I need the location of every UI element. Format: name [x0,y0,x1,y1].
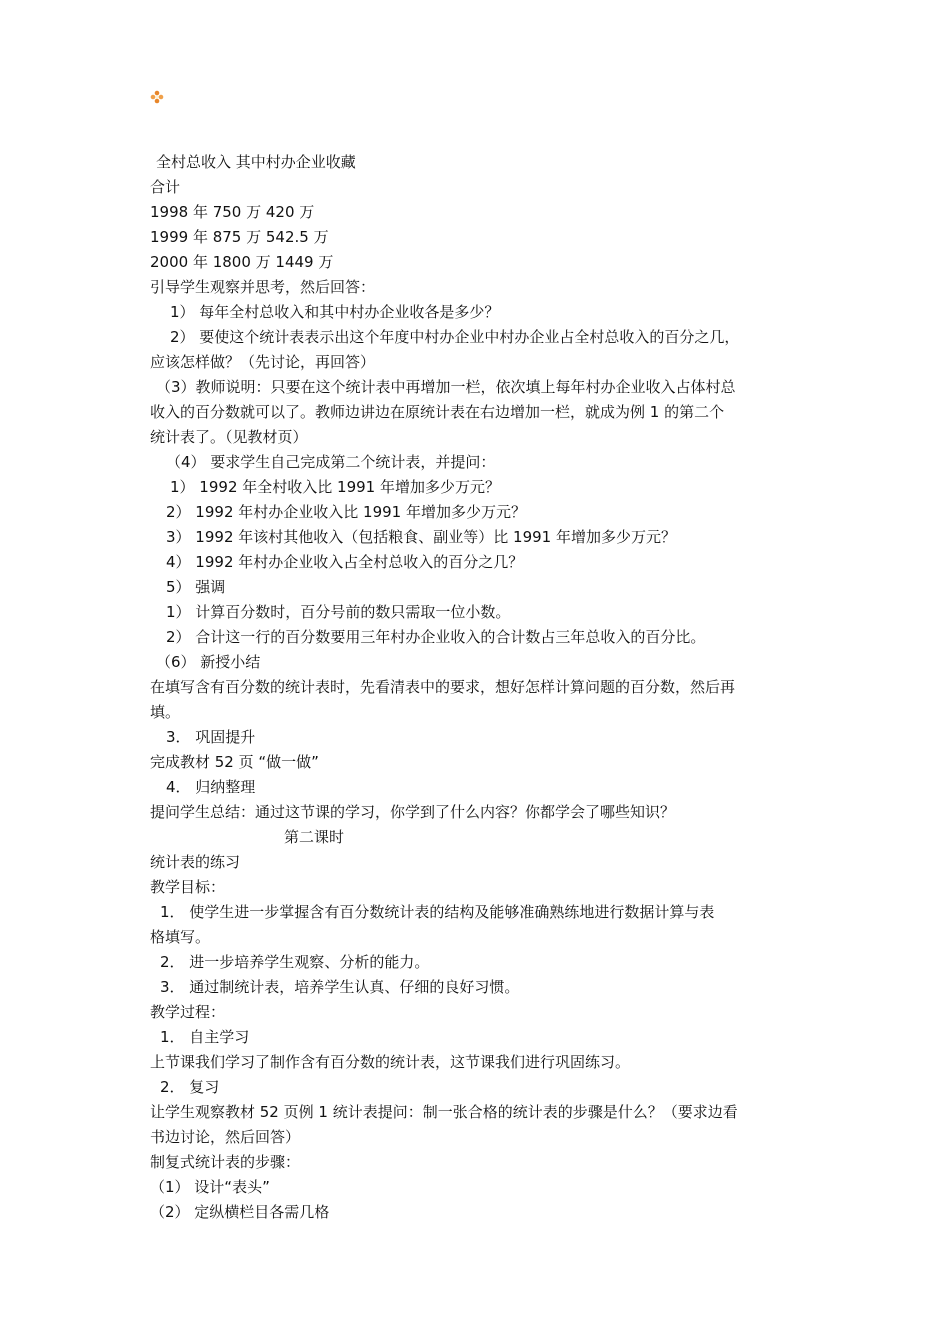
decorative-logo-icon [150,90,164,104]
text-line: 填。 [150,703,181,721]
text-line: 2） 1992 年村办企业收入比 1991 年增加多少万元？ [166,503,526,521]
text-line: 1998 年 750 万 420 万 [150,203,315,221]
text-line: 4． 归纳整理 [166,778,256,796]
text-line: 制复式统计表的步骤： [150,1153,301,1171]
text-line: 3． 通过制统计表，培养学生认真、仔细的良好习惯。 [160,978,520,996]
text-line: （4） 要求学生自己完成第二个统计表，并提问： [166,453,496,471]
text-line: 1． 自主学习 [160,1028,250,1046]
text-line: 1） 1992 年全村收入比 1991 年增加多少万元？ [170,478,500,496]
text-line: 应该怎样做？（先讨论，再回答） [150,353,376,371]
text-line: 书边讨论，然后回答） [150,1128,301,1146]
text-line: 完成教材 52 页 “做一做” [150,753,319,771]
text-line: 1） 计算百分数时，百分号前的数只需取一位小数。 [166,603,511,621]
document-body [150,150,810,1225]
text-line: 1999 年 875 万 542.5 万 [150,228,329,246]
text-line: 在填写含有百分数的统计表时，先看清表中的要求，想好怎样计算问题的百分数，然后再 [150,678,736,696]
text-line: 2） 合计这一行的百分数要用三年村办企业收入的合计数占三年总收入的百分比。 [166,628,706,646]
text-line: 2． 复习 [160,1078,220,1096]
text-line: 4） 1992 年村办企业收入占全村总收入的百分之几？ [166,553,524,571]
text-line: 让学生观察教材 52 页例 1 统计表提问：制一张合格的统计表的步骤是什么？（要求边看 [150,1103,738,1121]
text-line: 3． 巩固提升 [166,728,256,746]
text-line: 统计表了。（见教材页） [150,428,308,446]
text-line: （3）教师说明：只要在这个统计表中再增加一栏，依次填上每年村办企业收入占体村总 [156,378,736,396]
text-line: 教学目标： [150,878,226,896]
text-line: 1） 每年全村总收入和其中村办企业收各是多少？ [170,303,500,321]
text-line: （2） 定纵横栏目各需几格 [150,1203,330,1221]
text-line: （6） 新授小结 [156,653,261,671]
text-line: 引导学生观察并思考，然后回答： [150,278,376,296]
text-line: 2） 要使这个统计表表示出这个年度中村办企业中村办企业占全村总收入的百分之几， [170,328,740,346]
text-line: 教学过程： [150,1003,226,1021]
text-line: 提问学生总结：通过这节课的学习，你学到了什么内容？你都学会了哪些知识？ [150,803,676,821]
section-title: 第二课时 [284,828,345,846]
text-line: 上节课我们学习了制作含有百分数的统计表，这节课我们进行巩固练习。 [150,1053,631,1071]
text-line: 2． 进一步培养学生观察、分析的能力。 [160,953,430,971]
table-header-line: 全村总收入 其中村办企业收藏 [156,153,356,171]
text-line: 格填写。 [150,928,211,946]
text-line: 5） 强调 [166,578,226,596]
text-line: （1） 设计“表头” [150,1178,270,1196]
text-line: 收入的百分数就可以了。教师边讲边在原统计表在右边增加一栏，就成为例 1 的第二个 [150,403,725,421]
text-line: 合计 [150,178,181,196]
text-line: 1． 使学生进一步掌握含有百分数统计表的结构及能够准确熟练地进行数据计算与表 [160,903,715,921]
text-line: 统计表的练习 [150,853,241,871]
text-line: 3） 1992 年该村其他收入（包括粮食、副业等）比 1991 年增加多少万元？ [166,528,676,546]
text-line: 2000 年 1800 万 1449 万 [150,253,334,271]
